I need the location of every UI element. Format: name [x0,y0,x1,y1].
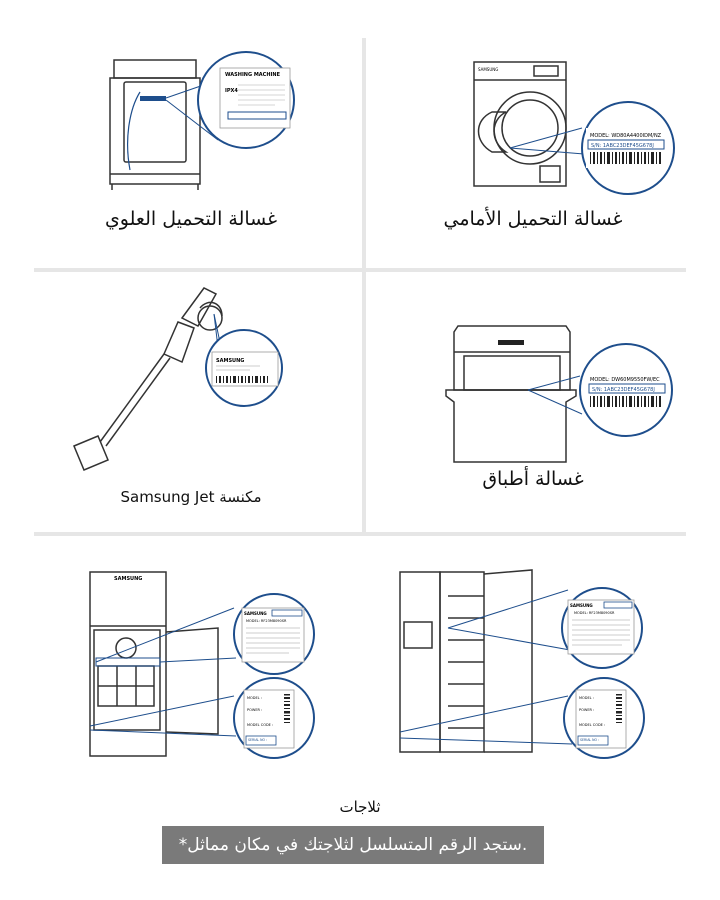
divider-horizontal-2 [34,532,686,536]
top-load-washer-caption: غسالة التحميل العلوي [104,208,278,230]
fridges-caption: ثلاجات [339,798,381,816]
fridge-right-lower-power-lbl: POWER : [579,708,595,712]
fridge-left-lower-serial-lbl: SERIAL NO : [248,738,268,742]
dishwasher-illustration [440,322,680,472]
fridge-left-lower-model-lbl: MODEL : [247,696,262,700]
fridge-left-lower-code-lbl: MODEL CODE : [247,723,274,727]
fridge-left-illustration [84,566,324,766]
top-load-washer-illustration [100,48,320,198]
divider-vertical-top [362,38,366,534]
fridge-left-brand-text: SAMSUNG [114,576,143,582]
vacuum-caption: مكنسة Samsung Jet [120,488,262,506]
fridge-left-lower-power-lbl: POWER : [247,708,263,712]
dishwasher-model-text: MODEL: DW60M9550FW/EC [590,377,660,383]
front-washer-brand-text: SAMSUNG [478,67,499,72]
fridge-right-upper-label-brand: SAMSUNG [570,603,593,608]
front-washer-model-text: MODEL: WD80A4400IDM/NZ [590,133,662,139]
vacuum-label-brand-text: SAMSUNG [216,358,245,364]
fridge-left-upper-label-brand: SAMSUNG [244,611,267,616]
fridge-serial-note: .ستجد الرقم المتسلسل لثلاجتك في مكان مماثل* [162,826,544,864]
fridge-right-upper-label-model: MODEL: RF23M8090SR [574,611,615,615]
divider-horizontal-1 [34,268,686,272]
front-washer-serial-text: S/N: 1ABC23DEF45G678J [591,143,654,149]
ipx4-text: IPX4 [225,88,238,94]
washing-machine-label-text: WASHING MACHINE [225,72,280,78]
fridge-right-lower-code-lbl: MODEL CODE : [579,723,606,727]
front-load-washer-illustration [430,56,670,206]
fridge-left-upper-label-model: MODEL: RF23M8090SR [246,619,287,623]
fridge-right-illustration [392,566,652,766]
front-load-washer-caption: غسالة التحميل الأمامي [443,208,623,230]
fridge-right-lower-serial-lbl: SERIAL NO : [580,738,600,742]
fridge-right-lower-model-lbl: MODEL : [579,696,594,700]
dishwasher-serial-text: S/N: 1ABC23DEF45G678J [592,387,655,393]
dishwasher-caption: غسالة أطباق [482,468,584,490]
vacuum-illustration [70,282,290,482]
